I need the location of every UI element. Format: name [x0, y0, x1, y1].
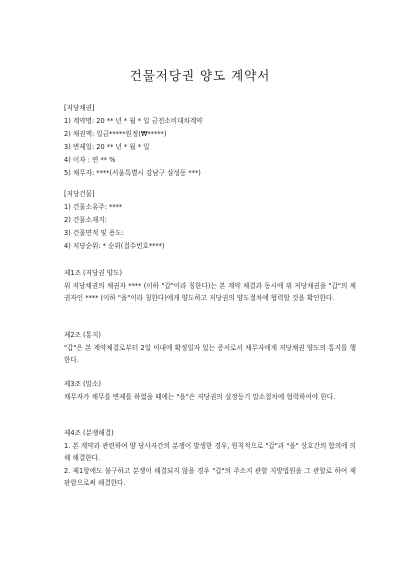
contract-name-line: 1) 계약명: 20 ** 년 * 월 * 일 금전소비대차계약 [64, 117, 203, 125]
article-1-heading: 제1조 (저당권 양도) [64, 269, 123, 277]
mortgage-claim-heading: [저당채권] [64, 104, 95, 112]
article-4-heading: 제4조 (분쟁해결) [64, 429, 114, 437]
article-2-heading: 제2조 (통지) [64, 331, 101, 339]
mortgaged-building-heading: [저당건물] [64, 190, 95, 198]
mortgaged-building-section [64, 188, 364, 253]
building-location-line: 2) 건물소재지: [64, 216, 107, 224]
article-2-body: "갑"은 본 계약체결로부터 2일 이내에 확정일자 있는 증서로서 채무자에게 저당채권 양도의 통지를 행한다. [64, 344, 356, 365]
building-owner-line: 1) 건물소유주: **** [64, 203, 123, 211]
mortgage-claim-section [64, 102, 364, 180]
mortgage-rank-line: 4) 저당순위: * 순위(접수번호****) [64, 242, 165, 250]
debtor-line: 5) 채무자: ****(서울특별시 강남구 삼성동 ***) [64, 169, 201, 177]
article-3-body: 채무자가 채무를 변제를 하였을 때에는 "을"은 저당권의 설정등기 말소절차에 협력하여야 한다. [64, 393, 336, 401]
article-4 [64, 427, 356, 490]
article-3 [64, 378, 356, 403]
article-1 [64, 267, 356, 305]
claim-amount-line: 2) 채권액: 일금*****원정(₩*****) [64, 130, 167, 138]
building-area-use-line: 3) 건물면적 및 용도: [64, 229, 124, 237]
interest-line: 4) 이자 : 연 ** % [64, 156, 116, 164]
article-4-body: 1. 본 계약과 관련하여 양 당사자간의 분쟁이 발생한 경우, 원칙적으로 "갑"과 "을" 상호간의 합의에 의해 해결한다. 2. 제1항에도 불구하고 분쟁이 해결되지 않을 경우 "갑"의 주소지 관할 지방법원을 그 관할로 하여 재판함으로써 해결한다. [64, 442, 356, 488]
article-3-heading: 제3조 (말소) [64, 380, 101, 388]
article-2 [64, 329, 356, 367]
article-1-body: 위 저당채권의 채권자 **** (이하 "갑"이라 칭한다)는 본 계약 체결과 동시에 위 저당채권을 "갑"의 채권자인 **** (이하 "을"이라 칭한다)에게 양도하고 저당권의 양도절차에 협력할 것을 확인한다. [64, 282, 356, 303]
repayment-date-line: 3) 변제일: 20 ** 년 * 월 * 일 [64, 143, 150, 151]
document-title: 건물저당권 양도 계약서 [129, 68, 271, 83]
